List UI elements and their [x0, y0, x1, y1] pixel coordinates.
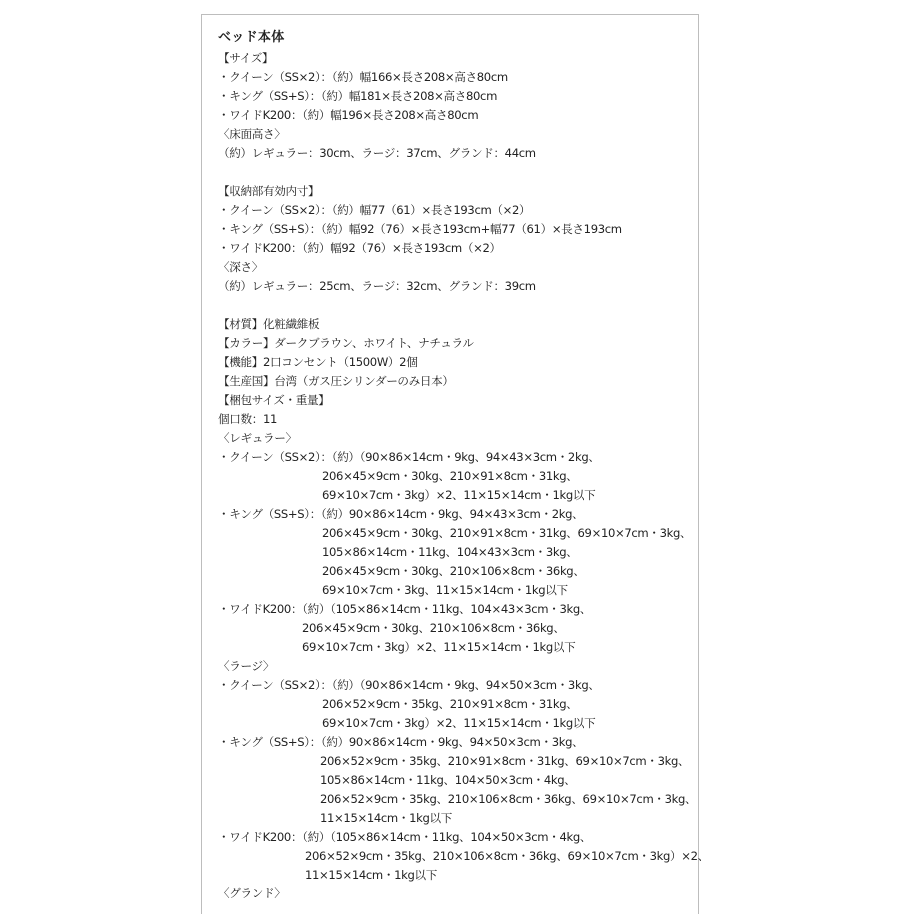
floor-height-values: （約）レギュラー：30cm、ラージ：37cm、グランド：44cm — [218, 146, 536, 160]
regular-king-line: 206×45×9cm・30kg、210×91×8cm・31kg、69×10×7cm・3kg、 — [322, 526, 692, 540]
regular-wide-line: 69×10×7cm・3kg）×2、11×15×14cm・1kg以下 — [302, 640, 576, 654]
size-king: ・キング（SS+S）：（約）幅181×長さ208×高さ80cm — [218, 89, 498, 103]
regular-wide-line: 206×45×9cm・30kg、210×106×8cm・36kg、 — [302, 621, 565, 635]
large-king-line: 206×52×9cm・35kg、210×106×8cm・36kg、69×10×7cm・3kg、 — [320, 792, 697, 806]
regular-king-line: 105×86×14cm・11kg、104×43×3cm・3kg、 — [322, 545, 578, 559]
large-queen-line: 206×52×9cm・35kg、210×91×8cm・31kg、 — [322, 697, 578, 711]
large-king-line: 206×52×9cm・35kg、210×91×8cm・31kg、69×10×7cm・3kg、 — [320, 754, 690, 768]
regular-king-line: 69×10×7cm・3kg、11×15×14cm・1kg以下 — [322, 583, 568, 597]
material: 【材質】化粧繊維板 — [218, 317, 320, 331]
storage-heading: 【収納部有効内寸】 — [218, 184, 320, 198]
regular-wide-line: ・ワイドK200：（約）（105×86×14cm・11kg、104×43×3cm・3kg、 — [218, 602, 592, 616]
function: 【機能】2口コンセント（1500W）2個 — [218, 355, 418, 369]
depth-heading: 〈深さ〉 — [218, 260, 263, 274]
origin: 【生産国】台湾（ガス圧シリンダーのみ日本） — [218, 374, 454, 388]
large-queen-line: 69×10×7cm・3kg）×2、11×15×14cm・1kg以下 — [322, 716, 596, 730]
large-queen-line: ・クイーン（SS×2）：（約）（90×86×14cm・9kg、94×50×3cm・3kg、 — [218, 678, 600, 692]
storage-king: ・キング（SS+S）：（約）幅92（76）×長さ193cm+幅77（61）×長さ193cm — [218, 222, 622, 236]
section-title: ベッド本体 — [218, 30, 285, 45]
large-heading: 〈ラージ〉 — [218, 659, 275, 673]
large-wide-line: ・ワイドK200：（約）（105×86×14cm・11kg、104×50×3cm・4kg、 — [218, 830, 592, 844]
regular-queen-line: 69×10×7cm・3kg）×2、11×15×14cm・1kg以下 — [322, 488, 596, 502]
storage-wide: ・ワイドK200：（約）幅92（76）×長さ193cm（×2） — [218, 241, 501, 255]
large-king-line: 11×15×14cm・1kg以下 — [320, 811, 452, 825]
regular-heading: 〈レギュラー〉 — [218, 431, 297, 445]
large-wide-line: 11×15×14cm・1kg以下 — [305, 868, 437, 882]
floor-height-heading: 〈床面高さ〉 — [218, 127, 286, 141]
large-king-line: 105×86×14cm・11kg、104×50×3cm・4kg、 — [320, 773, 576, 787]
storage-queen: ・クイーン（SS×2）：（約）幅77（61）×長さ193cm（×2） — [218, 203, 531, 217]
regular-queen-line: ・クイーン（SS×2）：（約）（90×86×14cm・9kg、94×43×3cm・2kg、 — [218, 450, 600, 464]
depth-values: （約）レギュラー：25cm、ラージ：32cm、グランド：39cm — [218, 279, 536, 293]
package-count: 個口数：11 — [218, 412, 278, 426]
regular-king-line: ・キング（SS+S）：（約）90×86×14cm・9kg、94×43×3cm・2kg、 — [218, 507, 584, 521]
package-heading: 【梱包サイズ・重量】 — [218, 393, 330, 407]
grand-heading: 〈グランド〉 — [218, 886, 286, 900]
large-king-line: ・キング（SS+S）：（約）90×86×14cm・9kg、94×50×3cm・3kg、 — [218, 735, 584, 749]
size-queen: ・クイーン（SS×2）：（約）幅166×長さ208×高さ80cm — [218, 70, 508, 84]
regular-king-line: 206×45×9cm・30kg、210×106×8cm・36kg、 — [322, 564, 585, 578]
size-heading: 【サイズ】 — [218, 51, 274, 65]
regular-queen-line: 206×45×9cm・30kg、210×91×8cm・31kg、 — [322, 469, 578, 483]
color: 【カラー】ダークブラウン、ホワイト、ナチュラル — [218, 336, 474, 350]
size-wide: ・ワイドK200：（約）幅196×長さ208×高さ80cm — [218, 108, 479, 122]
large-wide-line: 206×52×9cm・35kg、210×106×8cm・36kg、69×10×7cm・3kg）×2、 — [305, 849, 709, 863]
